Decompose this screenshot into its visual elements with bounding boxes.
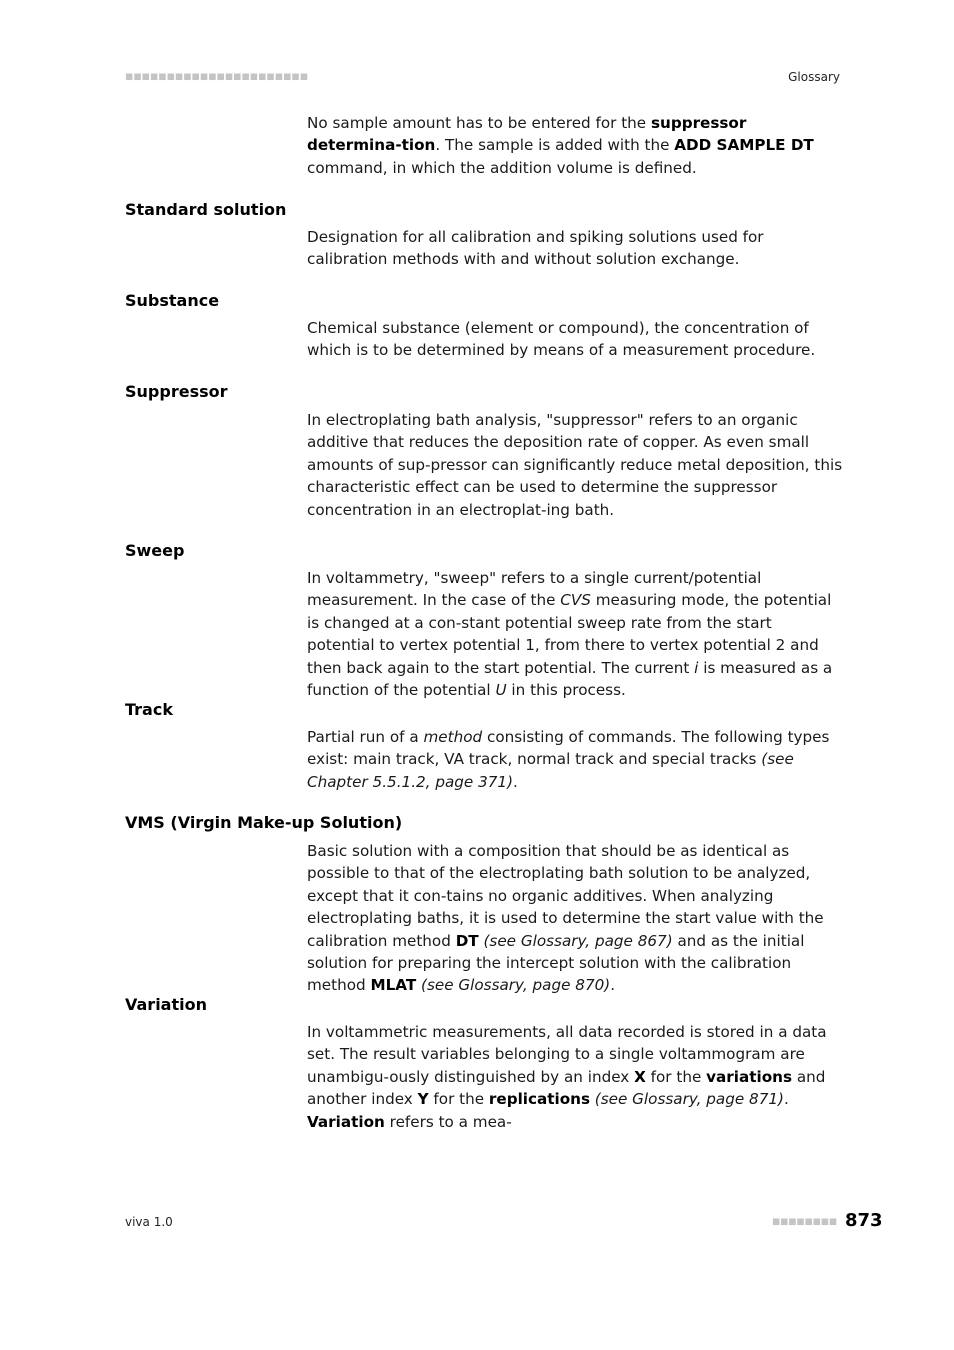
track-chapter-reference[interactable]: (see Chapter 5.5.1.2, page 371) [307, 750, 794, 791]
term-variation: Variation [125, 995, 207, 1014]
definition-vms: Basic solution with a composition that should be as identical as possible to that of the electroplating bath solution to be analyzed, except that it con-tains no organic additives. When analyzing electroplating baths, it is used to determine the start value with the calibration method DT (see Glossary, page 867) and as the initial solution for preparing the intercept solution with the calibration method MLAT (see Glossary, page 870). [307, 842, 824, 995]
term-track: Track [125, 700, 173, 719]
term-suppressor: Suppressor [125, 382, 228, 401]
definition-substance: Chemical substance (element or compound), the concentration of which is to be determined by means of a measurement procedure. [307, 319, 816, 360]
term-standard-solution: Standard solution [125, 200, 287, 219]
suppressor-determination-note: No sample amount has to be entered for the suppressor determina-tion. The sample is added with the ADD SAMPLE DT command, in which the addition volume is defined. [307, 114, 814, 177]
vms-mlat-reference[interactable]: (see Glossary, page 870) [416, 976, 611, 995]
section-title: Glossary [788, 70, 840, 84]
variation-replications-reference[interactable]: (see Glossary, page 871) [589, 1090, 784, 1109]
definition-standard-solution: Designation for all calibration and spiking solutions used for calibration methods with and without solution exchange. [307, 228, 764, 269]
term-sweep: Sweep [125, 541, 185, 560]
term-vms: VMS (Virgin Make-up Solution) [125, 813, 403, 832]
definition-suppressor: In electroplating bath analysis, "suppressor" refers to an organic additive that reduces the deposition rate of copper. As even small amounts of sup-pressor can significantly reduce metal deposition, this characteristic effect can be used to determine the suppressor concentration in an electroplat-ing bath. [307, 411, 843, 519]
footer-marker: ■■■■■■■■ [772, 1217, 837, 1227]
page-number: 873 [845, 1210, 883, 1231]
definition-variation: In voltammetric measurements, all data recorded is stored in a data set. The result variables belonging to a single voltammogram are unambigu-ously distinguished by an index X for the variations and another index Y for the replications (see Glossary, page 871). Variation refers to a mea- [307, 1023, 827, 1131]
vms-dt-reference[interactable]: (see Glossary, page 867) [478, 931, 673, 950]
term-substance: Substance [125, 291, 220, 310]
product-version: viva 1.0 [125, 1215, 173, 1229]
header-marker: ■■■■■■■■■■■■■■■■■■■■■■ [125, 72, 309, 82]
definition-track: Partial run of a method consisting of commands. The following types exist: main track, VA track, normal track and special tracks (see Chapter 5.5.1.2, page 371). [307, 728, 830, 791]
definition-sweep: In voltammetry, "sweep" refers to a single current/potential measurement. In the case of the CVS measuring mode, the potential is changed at a con-stant potential sweep rate from the start potential to vertex potential 1, from there to vertex potential 2 and then back again to the start potential. The current i is measured as a function of the potential U in this process. [307, 569, 833, 700]
